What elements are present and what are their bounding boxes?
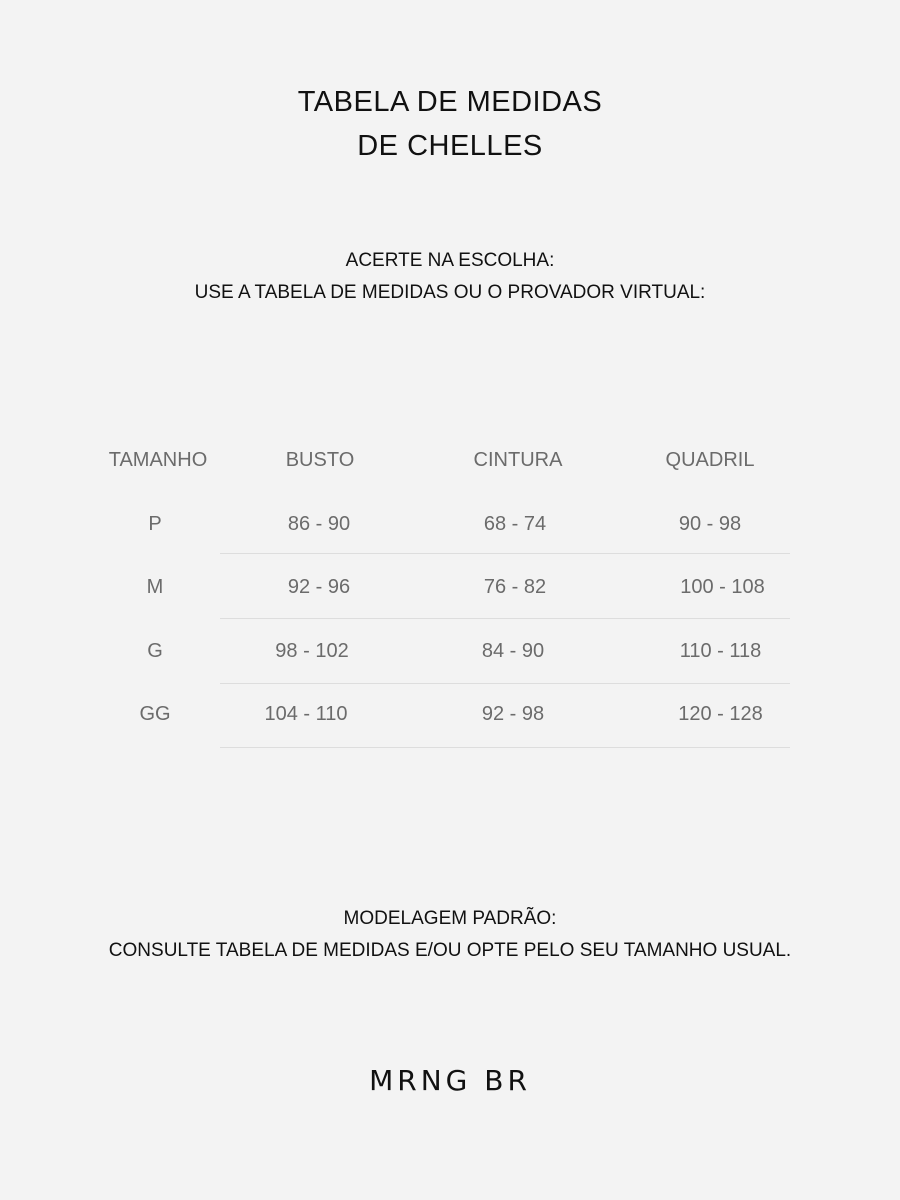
header-cintura: CINTURA	[473, 449, 563, 471]
cell-size: G	[147, 640, 163, 662]
cell-quadril: 90 - 98	[678, 513, 742, 535]
cell-cintura: 84 - 90	[481, 640, 545, 662]
cell-quadril: 100 - 108	[680, 576, 765, 598]
note-line-2: CONSULTE TABELA DE MEDIDAS E/OU OPTE PELO SEU TAMANHO USUAL.	[108, 940, 792, 961]
cell-busto: 92 - 96	[287, 576, 351, 598]
row-divider	[220, 683, 790, 684]
cell-cintura: 76 - 82	[483, 576, 547, 598]
note-line-1: MODELAGEM PADRÃO:	[343, 908, 557, 929]
header-quadril: QUADRIL	[665, 449, 755, 471]
row-divider	[220, 618, 790, 619]
cell-size: M	[146, 576, 164, 598]
cell-busto: 98 - 102	[275, 640, 349, 662]
subtitle-line-1: ACERTE NA ESCOLHA:	[345, 250, 555, 271]
cell-size: GG	[139, 703, 171, 725]
cell-busto: 104 - 110	[264, 703, 348, 725]
cell-busto: 86 - 90	[287, 513, 351, 535]
brand-logo: MRNG BR	[369, 1064, 531, 1097]
row-divider	[220, 553, 790, 554]
title-line-1: TABELA DE MEDIDAS	[297, 86, 603, 118]
cell-cintura: 92 - 98	[481, 703, 545, 725]
cell-cintura: 68 - 74	[483, 513, 547, 535]
subtitle-line-2: USE A TABELA DE MEDIDAS OU O PROVADOR VIRTUAL:	[194, 282, 706, 303]
cell-quadril: 110 - 118	[679, 640, 762, 662]
header-busto: BUSTO	[285, 449, 355, 471]
cell-quadril: 120 - 128	[678, 703, 763, 725]
title-line-2: DE CHELLES	[357, 130, 543, 162]
row-divider	[220, 747, 790, 748]
header-tamanho: TAMANHO	[108, 449, 208, 471]
cell-size: P	[148, 513, 162, 535]
